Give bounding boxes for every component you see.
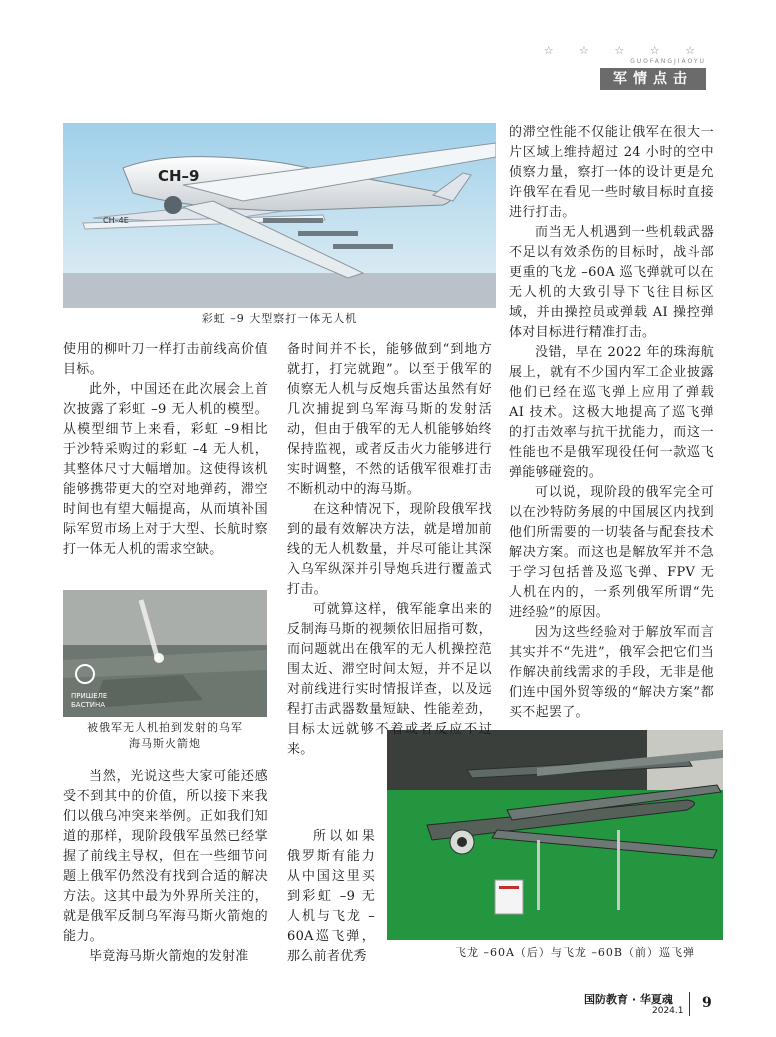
overlay-text-2: БАСТИНА [71,701,106,709]
drone-label-ch4e: CH–4E [103,216,129,225]
caption-left-line1: 被俄军无人机拍到发射的乌军 [87,721,243,734]
paragraph: 而当无人机遇到一些机载武器不足以有效杀伤的目标时，战斗部更重的飞龙 –60A 巡飞弹就可以在无人机的大致引导下飞往目标区域，并由操控员或弹载 AI 操控弹体对目标进行精准打击。 [509,225,714,340]
paragraph: 在这种情况下，现阶段俄军找到的最有效解决方法，就是增加前线的无人机数量，并尽可能让其深入乌军纵深并引导炮兵进行覆盖式打击。 [287,502,492,597]
overlay-text-1: ПРИШЕЛЕ [71,692,108,700]
header-tagline: GUOFANGJIAOYU [630,58,706,65]
column-3 [509,123,714,723]
paragraph: 可就算这样，俄军能拿出来的反制海马斯的视频依旧屈指可数，而问题就出在俄军的无人机操控范围太近、滞空时间太短，并不足以对前线进行实时情报详查，以及远程打击武器数量短缺、性能差劲，目标太远就够不着或者反应不过来。 [287,602,492,757]
footer-divider [689,992,690,1016]
column-2-bottom [287,827,375,967]
journal-name: 国防教育 · 华夏魂 [584,993,673,1006]
page-number: 9 [702,995,712,1011]
column-1-bottom [63,767,268,967]
paragraph: 没错，早在 2022 年的珠海航展上，就有不少国内军工企业披露他们已经在巡飞弹上应用了弹载 AI 技术。这极大地提高了巡飞弹的打击效率与抗干扰能力，而这一性能也不是俄军现役任何一款巡飞弹能够碰瓷的。 [509,345,714,480]
photo-ch9-drone [63,123,496,308]
decorative-stars: ☆ ☆ ☆ ☆ ☆ [543,44,706,57]
issue-date: 2024.1 [652,1006,684,1016]
paragraph: 备时间并不长，能够做到“到地方就打，打完就跑”。以至于俄军的侦察无人机与反炮兵雷达虽然有好几次捕捉到乌军海马斯的发射活动，但由于俄军的无人机能够始终保持监视，或者反击火力能够进行实时调整，不然的话俄军很难打击不断机动中的海马斯。 [287,342,492,497]
photo-himars-launch [63,590,267,717]
paragraph: 毕竟海马斯火箭炮的发射准 [89,949,249,964]
section-tag: 军情点击 [600,68,706,90]
paragraph: 当然，光说这些大家可能还感受不到其中的价值，所以接下来我们以俄乌冲突来举例。正如我们知道的那样，现阶段俄军虽然已经掌握了前线主导权，但在一些细节问题上俄军仍然没有找到合适的解决方法。这其中最为外界所关注的，就是俄军反制乌军海马斯火箭炮的能力。 [63,769,268,944]
paragraph: 使用的柳叶刀一样打击前线高价值目标。 [63,342,268,377]
column-2-top [287,340,492,760]
caption-left-line2: 海马斯火箭炮 [129,737,201,750]
paragraph: 可以说，现阶段的俄军完全可以在沙特防务展的中国展区内找到他们所需要的一切装备与配套技术解决方案。而这也是解放军并不急于学习包括普及巡飞弹、FPV 无人机在内的，一系列俄军所谓“先进经验”的原因。 [509,485,714,620]
paragraph: 因为这些经验对于解放军而言其实并不“先进”，俄军会把它们当作解决前线需求的手段，无非是他们连中国外贸等级的“解决方案”都买不起罢了。 [509,625,714,720]
paragraph: 的滞空性能不仅能让俄军在很大一片区域上维持超过 24 小时的空中侦察力量，察打一体的设计更是允许俄军在看见一些时敏目标时直接进行打击。 [509,125,714,220]
photo-loitering-munitions [387,730,723,940]
column-1-top [63,340,268,560]
caption-bottom: 飞龙 –60A（后）与飞龙 –60B（前）巡飞弹 [454,946,695,959]
caption-top: 彩虹 –9 大型察打一体无人机 [201,312,358,325]
paragraph: 此外，中国还在此次展会上首次披露了彩虹 –9 无人机的模型。从模型细节上来看，彩虹 –9相比于沙特采购过的彩虹 –4 无人机，其整体尺寸大幅增加。这使得该机能够携带更大的空对地弹药，滞空时间也有望大幅提高，从而填补国际军贸市场上对于大型、长航时察打一体无人机的需求空缺。 [63,382,268,557]
drone-label-ch9: CH–9 [158,167,200,185]
paragraph: 所以如果俄罗斯有能力从中国这里买到彩虹 –9 无人机与飞龙 –60A巡飞弹，那么前者优秀 [287,829,375,964]
